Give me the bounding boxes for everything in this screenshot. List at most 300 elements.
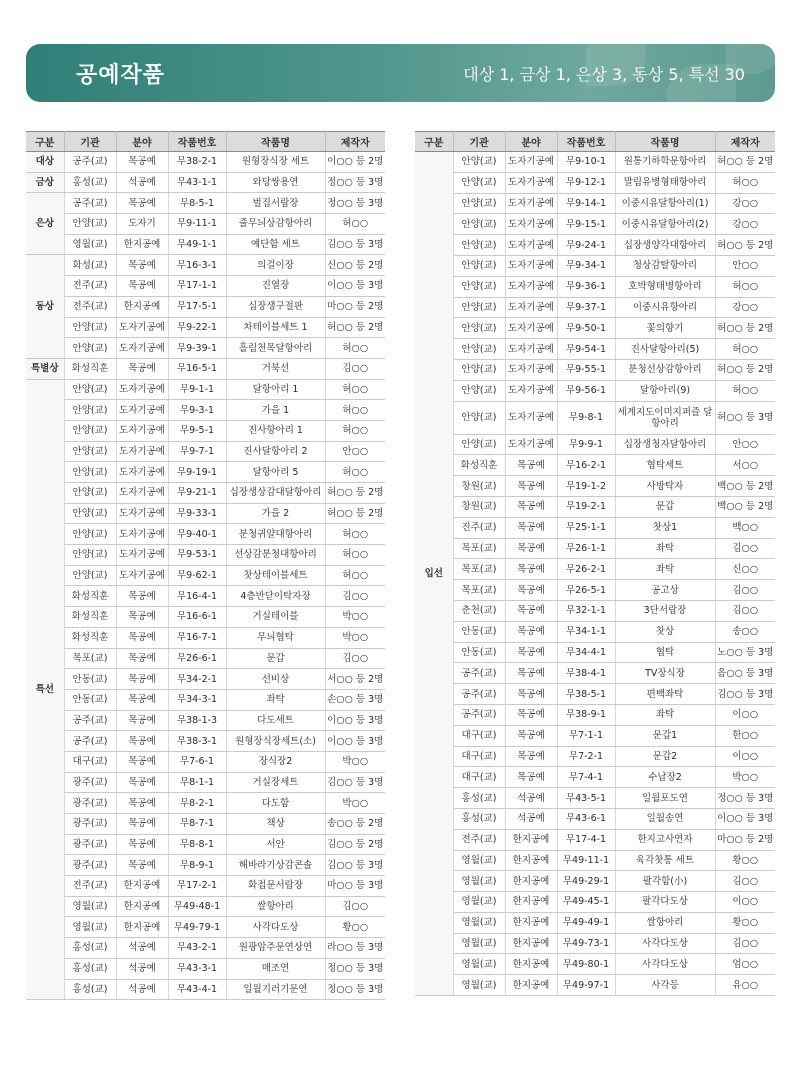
table-row — [26, 896, 385, 917]
field-cell: 목공예 — [116, 193, 168, 214]
maker-cell: 김○○ — [325, 586, 385, 607]
work-title-cell: 청상감탈항아리 — [615, 255, 715, 276]
field-cell: 목공예 — [116, 814, 168, 835]
maker-cell: 허○○ 등 2명 — [325, 317, 385, 338]
org-cell: 전주(교) — [64, 296, 116, 317]
work-title-cell: 진열장 — [226, 276, 325, 297]
work-title-cell: 쌀항아리 — [226, 896, 325, 917]
work-no-cell: 무8-9-1 — [168, 855, 226, 876]
work-no-cell: 무9-40-1 — [168, 524, 226, 545]
maker-cell: 허○○ — [325, 545, 385, 566]
work-no-cell: 무9-8-1 — [557, 401, 615, 434]
table-row — [26, 317, 385, 338]
work-title-cell: 협탁 — [615, 642, 715, 663]
field-cell: 목공예 — [116, 793, 168, 814]
org-cell: 춘천(교) — [453, 600, 505, 621]
work-title-cell: 원형장식장 세트 — [226, 152, 325, 173]
field-cell: 도자기공예 — [505, 172, 557, 193]
table-row — [26, 731, 385, 752]
field-cell: 도자기공예 — [116, 420, 168, 441]
table-row — [415, 538, 775, 559]
field-cell: 목공예 — [116, 834, 168, 855]
table-row — [26, 193, 385, 214]
column-header: 분야 — [116, 132, 168, 152]
org-cell: 홍성(교) — [64, 958, 116, 979]
maker-cell: 이○○ 등 3명 — [325, 710, 385, 731]
maker-cell: 허○○ 등 2명 — [325, 483, 385, 504]
field-cell: 도자기공예 — [116, 379, 168, 400]
work-no-cell: 무19-2-1 — [557, 496, 615, 517]
work-title-cell: 다도함 — [226, 793, 325, 814]
work-no-cell: 무9-9-1 — [557, 434, 615, 455]
table-row — [26, 234, 385, 255]
work-no-cell: 무19-1-2 — [557, 476, 615, 497]
work-title-cell: 꽃의향기 — [615, 318, 715, 339]
org-cell: 목포(교) — [64, 648, 116, 669]
page-title: 공예작품 — [76, 63, 166, 88]
table-row — [415, 850, 775, 871]
work-no-cell: 무9-53-1 — [168, 545, 226, 566]
field-cell: 석공예 — [116, 958, 168, 979]
work-title-cell: 좌탁 — [615, 538, 715, 559]
awards-table-left — [26, 131, 385, 1000]
org-cell: 영월(교) — [64, 234, 116, 255]
maker-cell: 허○○ — [325, 462, 385, 483]
org-cell: 영월(교) — [64, 917, 116, 938]
org-cell: 창원(교) — [453, 476, 505, 497]
field-cell: 목공예 — [505, 580, 557, 601]
work-no-cell: 무9-11-1 — [168, 214, 226, 235]
work-no-cell: 무38-9-1 — [557, 704, 615, 725]
table-row — [415, 871, 775, 892]
maker-cell: 허○○ 등 2명 — [325, 503, 385, 524]
work-title-cell: 문갑2 — [615, 746, 715, 767]
work-title-cell: 말림유병형태항아리 — [615, 172, 715, 193]
field-cell: 도자기공예 — [116, 462, 168, 483]
org-cell: 화성(교) — [64, 255, 116, 276]
field-cell: 목공예 — [116, 772, 168, 793]
work-no-cell: 무8-1-1 — [168, 772, 226, 793]
maker-cell: 김○○ 등 3명 — [715, 684, 775, 705]
work-no-cell: 무17-2-1 — [168, 876, 226, 897]
org-cell: 홍성(교) — [64, 938, 116, 959]
maker-cell: 허○○ — [325, 565, 385, 586]
table-row — [26, 296, 385, 317]
work-title-cell: 장식장2 — [226, 751, 325, 772]
org-cell: 광주(교) — [64, 814, 116, 835]
maker-cell: 엄○○ — [715, 954, 775, 975]
work-title-cell: 찻상테이블세트 — [226, 565, 325, 586]
org-cell: 안양(교) — [453, 318, 505, 339]
org-cell: 진주(교) — [453, 517, 505, 538]
table-row — [26, 172, 385, 193]
table-row — [26, 793, 385, 814]
table-row — [415, 746, 775, 767]
work-title-cell: 벌집서랍장 — [226, 193, 325, 214]
org-cell: 안양(교) — [64, 441, 116, 462]
work-no-cell: 무49-73-1 — [557, 933, 615, 954]
work-title-cell: 가을 2 — [226, 503, 325, 524]
table-header — [26, 132, 385, 152]
table-row — [26, 400, 385, 421]
org-cell: 목포(교) — [453, 559, 505, 580]
work-title-cell: 편백좌탁 — [615, 684, 715, 705]
field-cell: 목공예 — [116, 276, 168, 297]
maker-cell: 김○○ — [715, 538, 775, 559]
maker-cell: 강○○ — [715, 214, 775, 235]
table-row — [415, 621, 775, 642]
column-header: 작품명 — [226, 132, 325, 152]
work-no-cell: 무9-24-1 — [557, 235, 615, 256]
maker-cell: 김○○ — [715, 600, 775, 621]
column-header: 제작자 — [715, 132, 775, 152]
work-title-cell: 3단서랍장 — [615, 600, 715, 621]
field-cell: 도자기 — [116, 214, 168, 235]
maker-cell: 허○○ — [715, 276, 775, 297]
table-row — [415, 704, 775, 725]
column-header: 구분 — [26, 132, 64, 152]
maker-cell: 허○○ — [325, 379, 385, 400]
table-row — [26, 276, 385, 297]
work-no-cell: 무9-34-1 — [557, 255, 615, 276]
work-title-cell: 매조연 — [226, 958, 325, 979]
org-cell: 안동(교) — [453, 642, 505, 663]
field-cell: 석공예 — [505, 808, 557, 829]
table-row — [415, 401, 775, 434]
maker-cell: 허○○ 등 3명 — [715, 401, 775, 434]
table-row — [26, 669, 385, 690]
work-no-cell: 무9-55-1 — [557, 359, 615, 380]
work-no-cell: 무34-4-1 — [557, 642, 615, 663]
work-no-cell: 무34-2-1 — [168, 669, 226, 690]
field-cell: 목공예 — [116, 710, 168, 731]
maker-cell: 신○○ — [715, 559, 775, 580]
work-title-cell: 원형장식장세트(소) — [226, 731, 325, 752]
table-row — [415, 559, 775, 580]
org-cell: 목포(교) — [453, 580, 505, 601]
org-cell: 영월(교) — [453, 871, 505, 892]
work-no-cell: 무16-2-1 — [557, 455, 615, 476]
field-cell: 도자기공예 — [505, 255, 557, 276]
field-cell: 목공예 — [505, 642, 557, 663]
maker-cell: 강○○ — [715, 193, 775, 214]
work-title-cell: 줄무늬상감항아리 — [226, 214, 325, 235]
table-row — [415, 476, 775, 497]
work-title-cell: 팔각함(小) — [615, 871, 715, 892]
field-cell: 석공예 — [505, 788, 557, 809]
table-row — [415, 380, 775, 401]
work-title-cell: 분청귀얄대항아리 — [226, 524, 325, 545]
org-cell: 화성직훈 — [64, 607, 116, 628]
work-no-cell: 무8-7-1 — [168, 814, 226, 835]
org-cell: 안양(교) — [453, 359, 505, 380]
field-cell: 한지공예 — [505, 975, 557, 996]
field-cell: 도자기공예 — [116, 338, 168, 359]
org-cell: 대구(교) — [453, 746, 505, 767]
maker-cell: 송○○ — [715, 621, 775, 642]
work-no-cell: 무17-5-1 — [168, 296, 226, 317]
work-no-cell: 무9-12-1 — [557, 172, 615, 193]
work-title-cell: 거실장세트 — [226, 772, 325, 793]
table-row — [26, 545, 385, 566]
work-title-cell: 다도세트 — [226, 710, 325, 731]
work-title-cell: 이중시유달항아리(1) — [615, 193, 715, 214]
work-no-cell: 무43-2-1 — [168, 938, 226, 959]
table-row — [26, 876, 385, 897]
work-title-cell: 일월포도연 — [615, 788, 715, 809]
maker-cell: 정○○ 등 3명 — [715, 788, 775, 809]
maker-cell: 김○○ — [325, 358, 385, 379]
column-header: 기관 — [453, 132, 505, 152]
work-title-cell: 원광암주문연상연 — [226, 938, 325, 959]
table-row — [26, 338, 385, 359]
maker-cell: 허○○ — [325, 524, 385, 545]
org-cell: 안양(교) — [64, 338, 116, 359]
maker-cell: 김○○ — [325, 896, 385, 917]
work-title-cell: 좌탁 — [615, 704, 715, 725]
maker-cell: 허○○ 등 2명 — [715, 359, 775, 380]
maker-cell: 신○○ 등 2명 — [325, 255, 385, 276]
field-cell: 목공예 — [505, 767, 557, 788]
org-cell: 안양(교) — [453, 193, 505, 214]
org-cell: 안양(교) — [64, 420, 116, 441]
category-cell: 특선 — [26, 379, 64, 1000]
maker-cell: 허○○ — [325, 400, 385, 421]
maker-cell: 이○○ — [715, 746, 775, 767]
field-cell: 목공예 — [116, 358, 168, 379]
field-cell: 목공예 — [116, 627, 168, 648]
org-cell: 홍성(교) — [453, 788, 505, 809]
work-no-cell: 무43-1-1 — [168, 172, 226, 193]
field-cell: 한지공예 — [505, 933, 557, 954]
work-title-cell: 찻상 — [615, 621, 715, 642]
work-no-cell: 무9-36-1 — [557, 276, 615, 297]
work-no-cell: 무9-7-1 — [168, 441, 226, 462]
maker-cell: 김○○ — [715, 580, 775, 601]
maker-cell: 한○○ — [715, 725, 775, 746]
table-row — [26, 441, 385, 462]
table-row — [415, 276, 775, 297]
org-cell: 홍성(교) — [64, 172, 116, 193]
org-cell: 광주(교) — [64, 834, 116, 855]
work-no-cell: 무9-1-1 — [168, 379, 226, 400]
table-row — [415, 767, 775, 788]
work-title-cell: 무늬협탁 — [226, 627, 325, 648]
field-cell: 한지공예 — [505, 871, 557, 892]
field-cell: 도자기공예 — [505, 359, 557, 380]
table-row — [26, 751, 385, 772]
work-title-cell: 달항아리(9) — [615, 380, 715, 401]
work-title-cell: 달항아리 5 — [226, 462, 325, 483]
maker-cell: 허○○ 등 2명 — [715, 152, 775, 173]
work-title-cell: 사방탁자 — [615, 476, 715, 497]
org-cell: 목포(교) — [453, 538, 505, 559]
column-header: 작품명 — [615, 132, 715, 152]
field-cell: 목공예 — [116, 689, 168, 710]
work-title-cell: 팔각다도상 — [615, 892, 715, 913]
table-row — [26, 834, 385, 855]
work-no-cell: 무49-97-1 — [557, 975, 615, 996]
work-no-cell: 무26-5-1 — [557, 580, 615, 601]
work-no-cell: 무49-48-1 — [168, 896, 226, 917]
maker-cell: 허○○ 등 2명 — [715, 235, 775, 256]
field-cell: 목공예 — [116, 152, 168, 173]
field-cell: 목공예 — [505, 538, 557, 559]
work-no-cell: 무43-3-1 — [168, 958, 226, 979]
field-cell: 목공예 — [505, 600, 557, 621]
org-cell: 안양(교) — [453, 297, 505, 318]
org-cell: 안양(교) — [453, 235, 505, 256]
org-cell: 안양(교) — [64, 214, 116, 235]
work-title-cell: 거북선 — [226, 358, 325, 379]
table-row — [415, 235, 775, 256]
table-row — [26, 420, 385, 441]
field-cell: 도자기공예 — [505, 401, 557, 434]
work-title-cell: 거실테이블 — [226, 607, 325, 628]
maker-cell: 박○○ — [325, 793, 385, 814]
field-cell: 한지공예 — [116, 234, 168, 255]
field-cell: 도자기공예 — [116, 565, 168, 586]
org-cell: 안동(교) — [64, 689, 116, 710]
work-title-cell: 문갑 — [615, 496, 715, 517]
table-row — [26, 379, 385, 400]
work-title-cell: 쌀항아리 — [615, 912, 715, 933]
table-row — [26, 565, 385, 586]
table-row — [26, 710, 385, 731]
table-row — [26, 627, 385, 648]
field-cell: 목공예 — [116, 607, 168, 628]
work-no-cell: 무7-4-1 — [557, 767, 615, 788]
maker-cell: 정○○ 등 3명 — [325, 979, 385, 1000]
maker-cell: 마○○ 등 2명 — [325, 296, 385, 317]
work-title-cell: 달항아리 1 — [226, 379, 325, 400]
column-header: 제작자 — [325, 132, 385, 152]
field-cell: 도자기공예 — [116, 524, 168, 545]
table-row — [26, 772, 385, 793]
maker-cell: 이○○ 등 3명 — [325, 731, 385, 752]
work-title-cell: 의걸이장 — [226, 255, 325, 276]
org-cell: 안양(교) — [453, 339, 505, 360]
work-no-cell: 무34-1-1 — [557, 621, 615, 642]
org-cell: 안양(교) — [64, 379, 116, 400]
org-cell: 안동(교) — [64, 669, 116, 690]
field-cell: 한지공예 — [116, 917, 168, 938]
org-cell: 안양(교) — [453, 152, 505, 173]
table-row — [415, 359, 775, 380]
field-cell: 한지공예 — [505, 829, 557, 850]
maker-cell: 이○○ 등 2명 — [325, 152, 385, 173]
work-no-cell: 무49-45-1 — [557, 892, 615, 913]
column-header: 구분 — [415, 132, 453, 152]
maker-cell: 마○○ 등 3명 — [325, 876, 385, 897]
table-row — [26, 689, 385, 710]
column-header: 작품번호 — [168, 132, 226, 152]
org-cell: 안양(교) — [453, 214, 505, 235]
field-cell: 도자기공예 — [116, 483, 168, 504]
work-title-cell: 사각다도상 — [226, 917, 325, 938]
field-cell: 석공예 — [116, 938, 168, 959]
field-cell: 석공예 — [116, 172, 168, 193]
maker-cell: 송○○ 등 2명 — [325, 814, 385, 835]
table-row — [415, 580, 775, 601]
table-row — [415, 434, 775, 455]
work-title-cell: 십장생양각대항아리 — [615, 235, 715, 256]
maker-cell: 마○○ 등 2명 — [715, 829, 775, 850]
table-row — [26, 814, 385, 835]
field-cell: 도자기공예 — [116, 317, 168, 338]
table-row — [26, 938, 385, 959]
maker-cell: 김○○ 등 3명 — [325, 234, 385, 255]
maker-cell: 정○○ 등 3명 — [325, 172, 385, 193]
org-cell: 화성직훈 — [453, 455, 505, 476]
work-no-cell: 무7-6-1 — [168, 751, 226, 772]
field-cell: 목공예 — [116, 731, 168, 752]
field-cell: 한지공예 — [116, 896, 168, 917]
work-no-cell: 무9-39-1 — [168, 338, 226, 359]
maker-cell: 허○○ — [715, 172, 775, 193]
work-title-cell: 문갑 — [226, 648, 325, 669]
category-cell: 동상 — [26, 255, 64, 358]
org-cell: 전주(교) — [64, 876, 116, 897]
table-row — [26, 586, 385, 607]
org-cell: 안양(교) — [64, 483, 116, 504]
work-no-cell: 무38-5-1 — [557, 684, 615, 705]
work-no-cell: 무9-14-1 — [557, 193, 615, 214]
work-no-cell: 무16-3-1 — [168, 255, 226, 276]
org-cell: 공주(교) — [453, 663, 505, 684]
table-row — [26, 462, 385, 483]
field-cell: 도자기공예 — [116, 400, 168, 421]
work-no-cell: 무9-62-1 — [168, 565, 226, 586]
work-no-cell: 무25-1-1 — [557, 517, 615, 538]
org-cell: 광주(교) — [64, 772, 116, 793]
field-cell: 목공예 — [505, 517, 557, 538]
work-no-cell: 무9-15-1 — [557, 214, 615, 235]
work-no-cell: 무17-4-1 — [557, 829, 615, 850]
work-title-cell: 분청선상감항아리 — [615, 359, 715, 380]
work-no-cell: 무43-4-1 — [168, 979, 226, 1000]
table-body — [415, 152, 775, 996]
work-no-cell: 무9-50-1 — [557, 318, 615, 339]
title-banner — [26, 44, 775, 102]
maker-cell: 라○○ 등 3명 — [325, 938, 385, 959]
field-cell: 목공예 — [116, 751, 168, 772]
column-header: 분야 — [505, 132, 557, 152]
maker-cell: 김○○ 등 3명 — [325, 855, 385, 876]
work-no-cell: 무34-3-1 — [168, 689, 226, 710]
table-row — [415, 600, 775, 621]
category-cell: 은상 — [26, 193, 64, 255]
table-row — [415, 829, 775, 850]
org-cell: 안양(교) — [453, 434, 505, 455]
table-row — [415, 214, 775, 235]
maker-cell: 박○○ — [715, 767, 775, 788]
work-title-cell: 문갑1 — [615, 725, 715, 746]
field-cell: 도자기공예 — [505, 276, 557, 297]
maker-cell: 허○○ — [325, 338, 385, 359]
column-header: 기관 — [64, 132, 116, 152]
table-row — [415, 517, 775, 538]
table-row — [26, 152, 385, 173]
org-cell: 안양(교) — [64, 524, 116, 545]
maker-cell: 노○○ 등 3명 — [715, 642, 775, 663]
table-row — [415, 297, 775, 318]
table-row — [415, 455, 775, 476]
work-title-cell: 수납장2 — [615, 767, 715, 788]
work-no-cell: 무17-1-1 — [168, 276, 226, 297]
maker-cell: 김○○ 등 3명 — [325, 772, 385, 793]
org-cell: 공주(교) — [453, 704, 505, 725]
